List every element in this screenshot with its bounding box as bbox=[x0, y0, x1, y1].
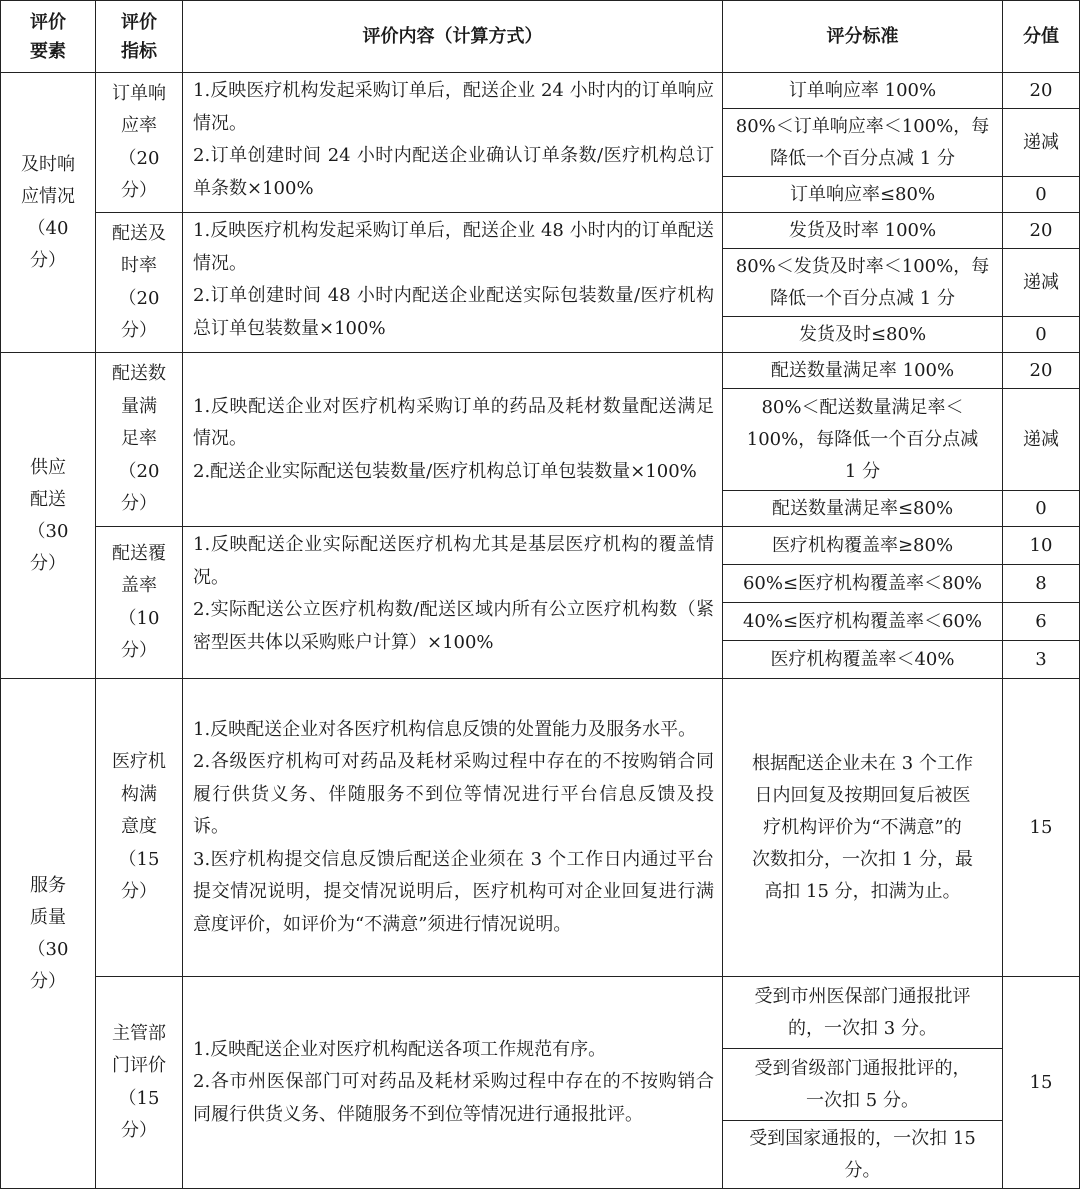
score-cell: 0 bbox=[1003, 177, 1080, 213]
content-cell: 1.反映医疗机构发起采购订单后，配送企业 24 小时内的订单响应情况。 2.订单创建时间 24 小时内配送企业确认订单条数/医疗机构总订单条数×100% bbox=[183, 73, 723, 213]
standard-cell: 配送数量满足率≤80% bbox=[723, 491, 1003, 527]
table-row bbox=[1, 679, 1080, 977]
score-cell: 6 bbox=[1003, 603, 1080, 641]
content-cell: 1.反映配送企业对各医疗机构信息反馈的处置能力及服务水平。 2.各级医疗机构可对药品及耗材采购过程中存在的不按购销合同履行供货义务、伴随服务不到位等情况进行平台信息反馈及投诉。 3.医疗机构提交信息反馈后配送企业须在 3 个工作日内通过平台提交情况说明，提交情况说明后，医疗机构可对企业回复进行满意度评价，如评价为“不满意”须进行情况说明。 bbox=[183, 679, 723, 977]
score-cell: 20 bbox=[1003, 73, 1080, 109]
standard-cell: 受到市州医保部门通报批评 的，一次扣 3 分。 bbox=[723, 977, 1003, 1049]
table-row bbox=[1, 73, 1080, 109]
table-row bbox=[1, 527, 1080, 565]
content-cell: 1.反映医疗机构发起采购订单后，配送企业 48 小时内的订单配送情况。 2.订单创建时间 48 小时内配送企业配送实际包装数量/医疗机构总订单包装数量×100% bbox=[183, 213, 723, 353]
header-row bbox=[1, 1, 1080, 73]
standard-cell: 受到国家通报的，一次扣 15 分。 bbox=[723, 1121, 1003, 1189]
factor-cell: 服务 质量 （30 分） bbox=[1, 679, 96, 1189]
standard-cell: 80%＜发货及时率＜100%，每 降低一个百分点减 1 分 bbox=[723, 249, 1003, 317]
standard-cell: 订单响应率 100% bbox=[723, 73, 1003, 109]
standard-cell: 配送数量满足率 100% bbox=[723, 353, 1003, 389]
header-indicator: 评价 指标 bbox=[96, 1, 183, 73]
score-cell: 20 bbox=[1003, 213, 1080, 249]
score-cell: 15 bbox=[1003, 679, 1080, 977]
standard-cell: 订单响应率≤80% bbox=[723, 177, 1003, 213]
score-cell: 15 bbox=[1003, 977, 1080, 1189]
table-row bbox=[1, 353, 1080, 389]
indicator-cell: 主管部 门评价 （15 分） bbox=[96, 977, 183, 1189]
score-cell: 递减 bbox=[1003, 109, 1080, 177]
standard-cell: 根据配送企业未在 3 个工作 日内回复及按期回复后被医 疗机构评价为“不满意”的 次数扣分，一次扣 1 分，最 高扣 15 分，扣满为止。 bbox=[723, 679, 1003, 977]
indicator-cell: 配送及 时率 （20 分） bbox=[96, 213, 183, 353]
standard-cell: 40%≤医疗机构覆盖率＜60% bbox=[723, 603, 1003, 641]
header-content: 评价内容（计算方式） bbox=[183, 1, 723, 73]
factor-cell: 及时响 应情况 （40 分） bbox=[1, 73, 96, 353]
standard-cell: 发货及时≤80% bbox=[723, 317, 1003, 353]
factor-cell: 供应 配送 （30 分） bbox=[1, 353, 96, 679]
indicator-cell: 配送数 量满 足率 （20 分） bbox=[96, 353, 183, 527]
standard-cell: 医疗机构覆盖率≥80% bbox=[723, 527, 1003, 565]
score-cell: 递减 bbox=[1003, 389, 1080, 491]
score-cell: 10 bbox=[1003, 527, 1080, 565]
score-cell: 8 bbox=[1003, 565, 1080, 603]
score-cell: 递减 bbox=[1003, 249, 1080, 317]
score-cell: 20 bbox=[1003, 353, 1080, 389]
content-cell: 1.反映配送企业对医疗机构采购订单的药品及耗材数量配送满足情况。 2.配送企业实际配送包装数量/医疗机构总订单包装数量×100% bbox=[183, 353, 723, 527]
indicator-cell: 订单响 应率 （20 分） bbox=[96, 73, 183, 213]
score-cell: 0 bbox=[1003, 491, 1080, 527]
table-row bbox=[1, 213, 1080, 249]
standard-cell: 60%≤医疗机构覆盖率＜80% bbox=[723, 565, 1003, 603]
header-score: 分值 bbox=[1003, 1, 1080, 73]
content-cell: 1.反映配送企业对医疗机构配送各项工作规范有序。 2.各市州医保部门可对药品及耗材采购过程中存在的不按购销合同履行供货义务、伴随服务不到位等情况进行通报批评。 bbox=[183, 977, 723, 1189]
header-factor: 评价 要素 bbox=[1, 1, 96, 73]
table-row bbox=[1, 977, 1080, 1049]
indicator-cell: 医疗机 构满 意度 （15 分） bbox=[96, 679, 183, 977]
score-cell: 3 bbox=[1003, 641, 1080, 679]
content-cell: 1.反映配送企业实际配送医疗机构尤其是基层医疗机构的覆盖情况。 2.实际配送公立医疗机构数/配送区域内所有公立医疗机构数（紧密型医共体以采购账户计算）×100% bbox=[183, 527, 723, 679]
standard-cell: 80%＜配送数量满足率＜ 100%，每降低一个百分点减 1 分 bbox=[723, 389, 1003, 491]
indicator-cell: 配送覆 盖率 （10 分） bbox=[96, 527, 183, 679]
header-standard: 评分标准 bbox=[723, 1, 1003, 73]
score-cell: 0 bbox=[1003, 317, 1080, 353]
standard-cell: 80%＜订单响应率＜100%，每 降低一个百分点减 1 分 bbox=[723, 109, 1003, 177]
standard-cell: 受到省级部门通报批评的， 一次扣 5 分。 bbox=[723, 1049, 1003, 1121]
standard-cell: 医疗机构覆盖率＜40% bbox=[723, 641, 1003, 679]
standard-cell: 发货及时率 100% bbox=[723, 213, 1003, 249]
